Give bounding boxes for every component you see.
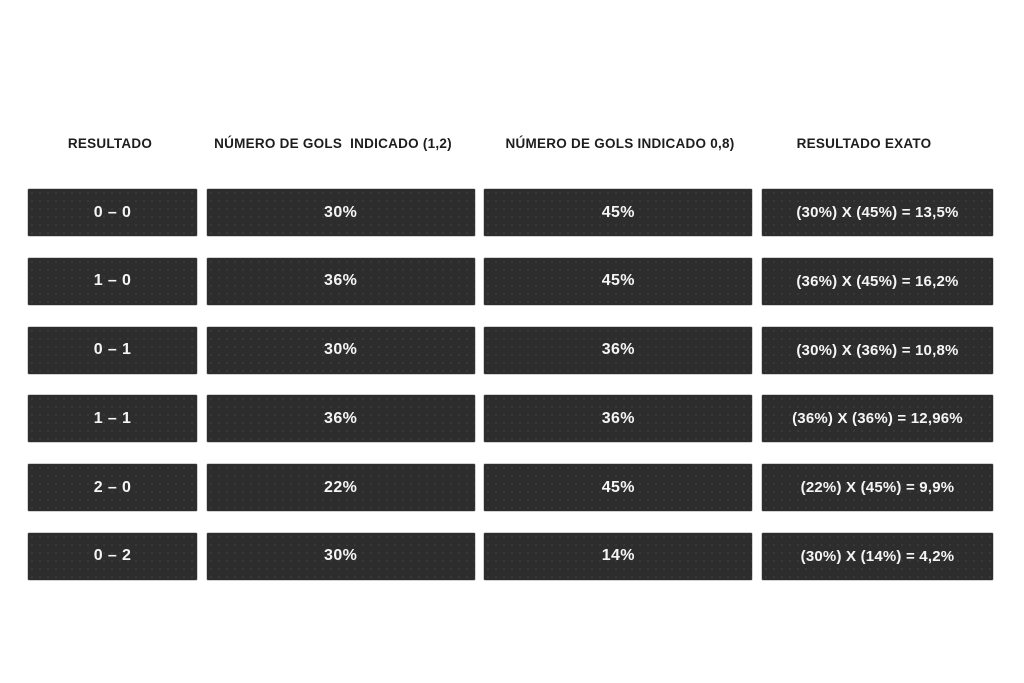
cell-gols-08: 45%	[484, 258, 752, 305]
cell-resultado: 2 – 0	[28, 464, 197, 511]
column-header-resultado-exato: RESULTADO EXATO	[796, 136, 932, 151]
cell-gols-08: 36%	[484, 327, 752, 374]
table-grid	[28, 189, 993, 580]
column-header-resultado: RESULTADO	[67, 136, 153, 151]
cell-resultado-exato: (30%) X (45%) = 13,5%	[762, 189, 993, 236]
cell-resultado: 0 – 1	[28, 327, 197, 374]
cell-resultado-exato: (36%) X (36%) = 12,96%	[762, 395, 993, 442]
cell-resultado: 1 – 0	[28, 258, 197, 305]
cell-gols-12: 30%	[207, 327, 475, 374]
cell-gols-12: 36%	[207, 395, 475, 442]
cell-resultado: 1 – 1	[28, 395, 197, 442]
cell-resultado: 0 – 0	[28, 189, 197, 236]
cell-resultado: 0 – 2	[28, 533, 197, 580]
cell-resultado-exato: (30%) X (14%) = 4,2%	[762, 533, 993, 580]
cell-gols-12: 30%	[207, 189, 475, 236]
column-header-gols-08: NÚMERO DE GOLS INDICADO 0,8)	[505, 136, 735, 151]
cell-gols-12: 22%	[207, 464, 475, 511]
cell-resultado-exato: (30%) X (36%) = 10,8%	[762, 327, 993, 374]
cell-gols-08: 45%	[484, 464, 752, 511]
column-header-gols-12: NÚMERO DE GOLS INDICADO (1,2)	[214, 136, 452, 151]
cell-gols-12: 36%	[207, 258, 475, 305]
cell-gols-08: 14%	[484, 533, 752, 580]
cell-gols-08: 45%	[484, 189, 752, 236]
cell-resultado-exato: (36%) X (45%) = 16,2%	[762, 258, 993, 305]
cell-gols-08: 36%	[484, 395, 752, 442]
cell-gols-12: 30%	[207, 533, 475, 580]
cell-resultado-exato: (22%) X (45%) = 9,9%	[762, 464, 993, 511]
